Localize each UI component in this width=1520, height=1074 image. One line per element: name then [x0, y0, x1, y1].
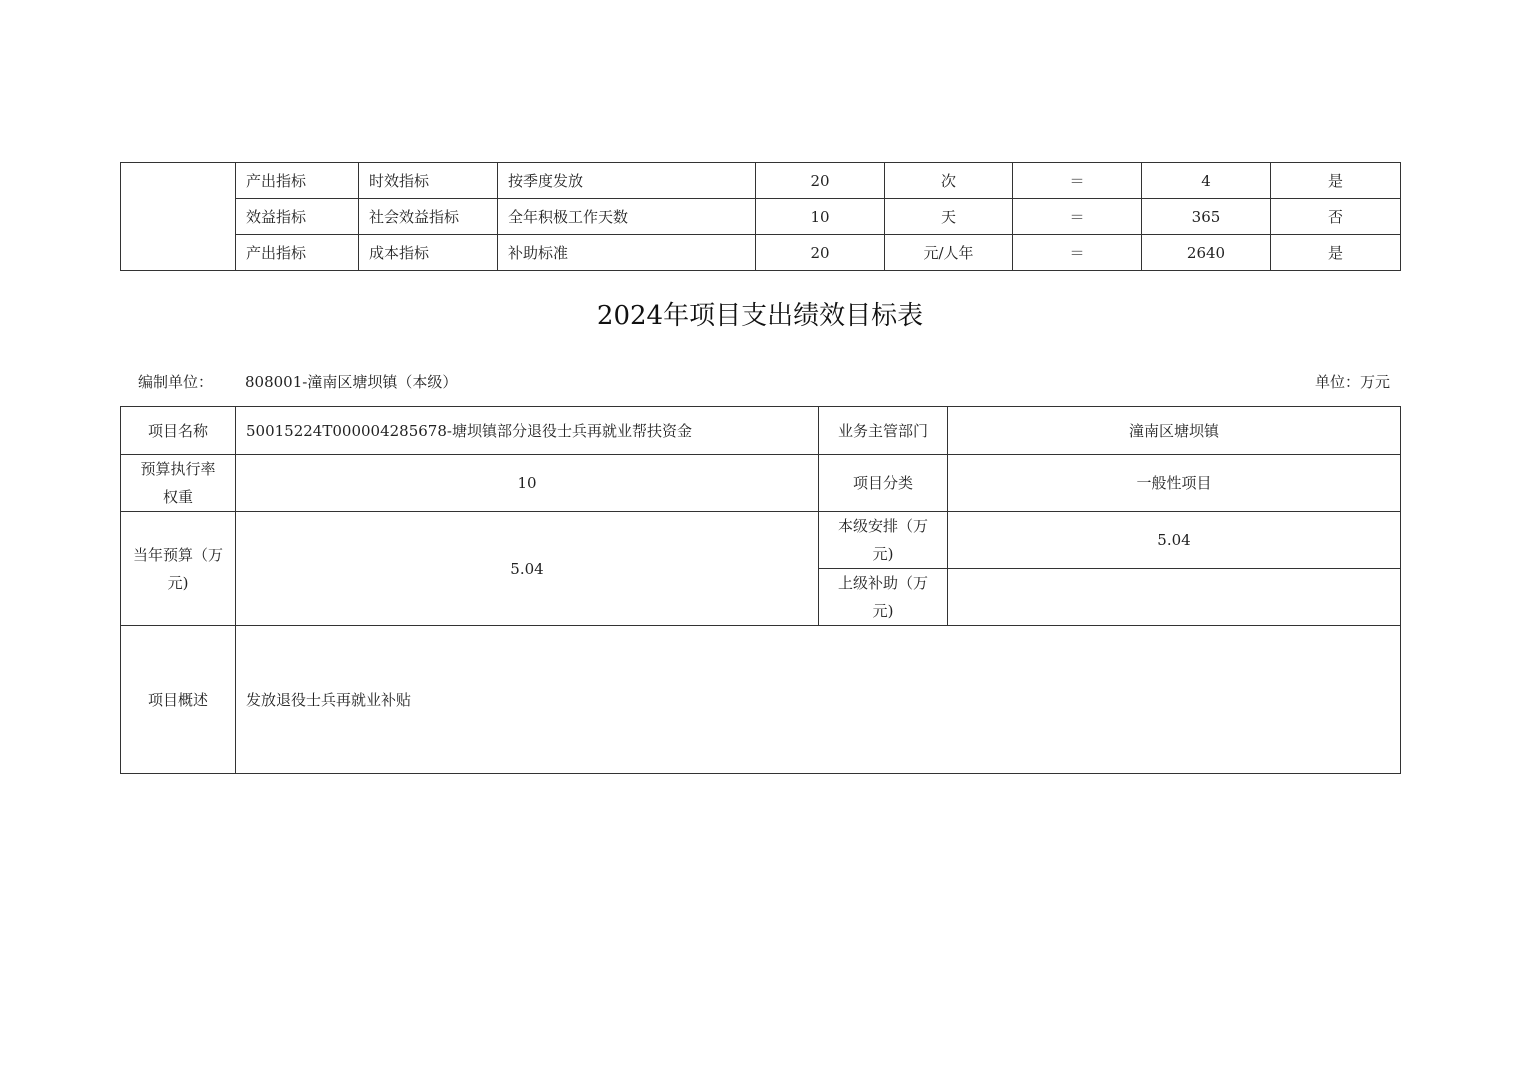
indicator-core: 是: [1271, 163, 1401, 199]
level1-indicator: 产出指标: [236, 163, 359, 199]
level3-indicator: 全年积极工作天数: [498, 199, 756, 235]
local-value: 5.04: [948, 512, 1401, 569]
upper-label-line2: 元): [872, 602, 894, 620]
summary-label: 项目概述: [121, 626, 236, 774]
indicator-core: 是: [1271, 235, 1401, 271]
level2-indicator: 社会效益指标: [359, 199, 498, 235]
money-unit: 单位：万元: [1314, 373, 1390, 391]
indicator-row: [121, 235, 1401, 271]
budget-label-line1: 当年预算（万: [132, 545, 223, 564]
dept-value: 潼南区塘坝镇: [948, 407, 1401, 455]
budget-label: [121, 512, 236, 626]
budget-value: 5.04: [236, 512, 819, 626]
indicator-operator: ＝: [1013, 163, 1142, 199]
indicator-row: [121, 163, 1401, 199]
level1-indicator: 效益指标: [236, 199, 359, 235]
exec-weight-label: [121, 455, 236, 512]
indicator-unit: 次: [885, 163, 1013, 199]
exec-weight-label-line1: 预算执行率: [140, 460, 216, 478]
level3-indicator: 按季度发放: [498, 163, 756, 199]
page-title: 2024年项目支出绩效目标表: [596, 301, 924, 331]
local-label: [819, 512, 948, 569]
compile-unit-line: [138, 368, 1390, 396]
exec-weight-label-line2: 权重: [162, 488, 193, 506]
budget-row: [121, 512, 1401, 569]
indicator-weight: 20: [756, 235, 885, 271]
local-label-line1: 本级安排（万: [837, 517, 928, 535]
indicator-weight: 10: [756, 199, 885, 235]
summary-row: [121, 626, 1401, 774]
indicator-row: [121, 199, 1401, 235]
project-info-table: [120, 406, 1401, 774]
dept-label: 业务主管部门: [819, 407, 948, 455]
project-name-value: 50015224T000004285678-塘坝镇部分退役士兵再就业帮扶资金: [236, 407, 819, 455]
project-name-label: 项目名称: [121, 407, 236, 455]
upper-label: [819, 569, 948, 626]
indicator-target: 365: [1142, 199, 1271, 235]
compile-unit-label: 编制单位：: [138, 373, 214, 391]
category-label: 项目分类: [819, 455, 948, 512]
indicator-weight: 20: [756, 163, 885, 199]
indicator-core: 否: [1271, 199, 1401, 235]
level2-indicator: 成本指标: [359, 235, 498, 271]
indicator-target: 4: [1142, 163, 1271, 199]
summary-value: 发放退役士兵再就业补贴: [236, 626, 1401, 774]
compile-unit-value: 808001-潼南区塘坝镇（本级）: [245, 373, 458, 391]
indicator-operator: ＝: [1013, 199, 1142, 235]
indicator-unit: 天: [885, 199, 1013, 235]
level1-indicator: 产出指标: [236, 235, 359, 271]
upper-label-line1: 上级补助（万: [837, 574, 928, 592]
local-label-line2: 元): [872, 545, 894, 563]
indicator-blank-cell: [121, 163, 236, 271]
indicator-table: [120, 162, 1401, 271]
level2-indicator: 时效指标: [359, 163, 498, 199]
exec-weight-value: 10: [236, 455, 819, 512]
upper-value: [948, 569, 1401, 626]
project-name-row: [121, 407, 1401, 455]
indicator-target: 2640: [1142, 235, 1271, 271]
indicator-operator: ＝: [1013, 235, 1142, 271]
exec-weight-row: [121, 455, 1401, 512]
category-value: 一般性项目: [948, 455, 1401, 512]
budget-label-line2: 元): [167, 573, 189, 592]
level3-indicator: 补助标准: [498, 235, 756, 271]
indicator-unit: 元/人年: [885, 235, 1013, 271]
